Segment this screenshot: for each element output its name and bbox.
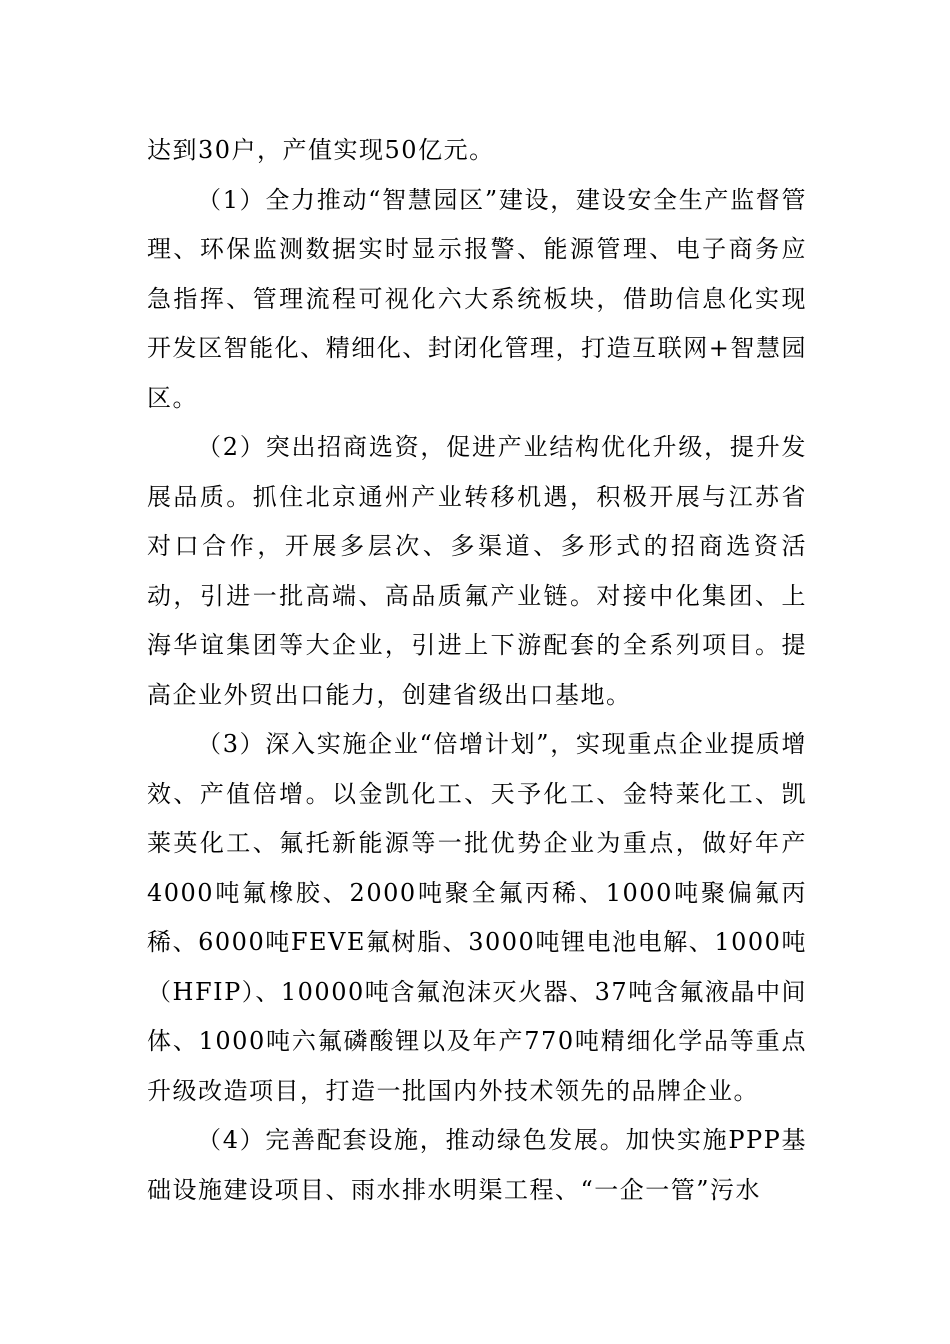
paragraph-investment: （2）突出招商选资，促进产业结构优化升级，提升发展品质。抓住北京通州产业转移机遇，积极开展与江苏省对口合作，开展多层次、多渠道、多形式的招商选资活动，引进一批高端、高品质氟产业链。对接中化集团、上海华谊集团等大企业，引进上下游配套的全系列项目。提高企业外贸出口能力，创建省级出口基地。 (147, 433, 807, 709)
paragraph-doubling-plan: （3）深入实施企业“倍增计划”，实现重点企业提质增效、产值倍增。以金凯化工、天予化工、金特莱化工、凯莱英化工、氟托新能源等一批优势企业为重点，做好年产4000吨氟橡胶、2000吨聚全氟丙稀、1000吨聚偏氟丙稀、6000吨FEVE氟树脂、3000吨锂电池电解、1000吨（HFIP）、10000吨含氟泡沫灭火器、37吨含氟液晶中间体、1000吨六氟磷酸锂以及年产770吨精细化学品等重点升级改造项目，打造一批国内外技术领先的品牌企业。 (147, 730, 807, 1105)
paragraph-smart-park: （1）全力推动“智慧园区”建设，建设安全生产监督管理、环保监测数据实时显示报警、能源管理、电子商务应急指挥、管理流程可视化六大系统板块，借助信息化实现开发区智能化、精细化、封闭化管理，打造互联网+智慧园区。 (147, 185, 807, 412)
document-body (147, 126, 807, 1215)
paragraph-continuation: 达到30户，产值实现50亿元。 (147, 136, 495, 164)
paragraph-green-development: （4）完善配套设施，推动绿色发展。加快实施PPP基础设施建设项目、雨水排水明渠工程、“一企一管”污水 (147, 1126, 807, 1204)
